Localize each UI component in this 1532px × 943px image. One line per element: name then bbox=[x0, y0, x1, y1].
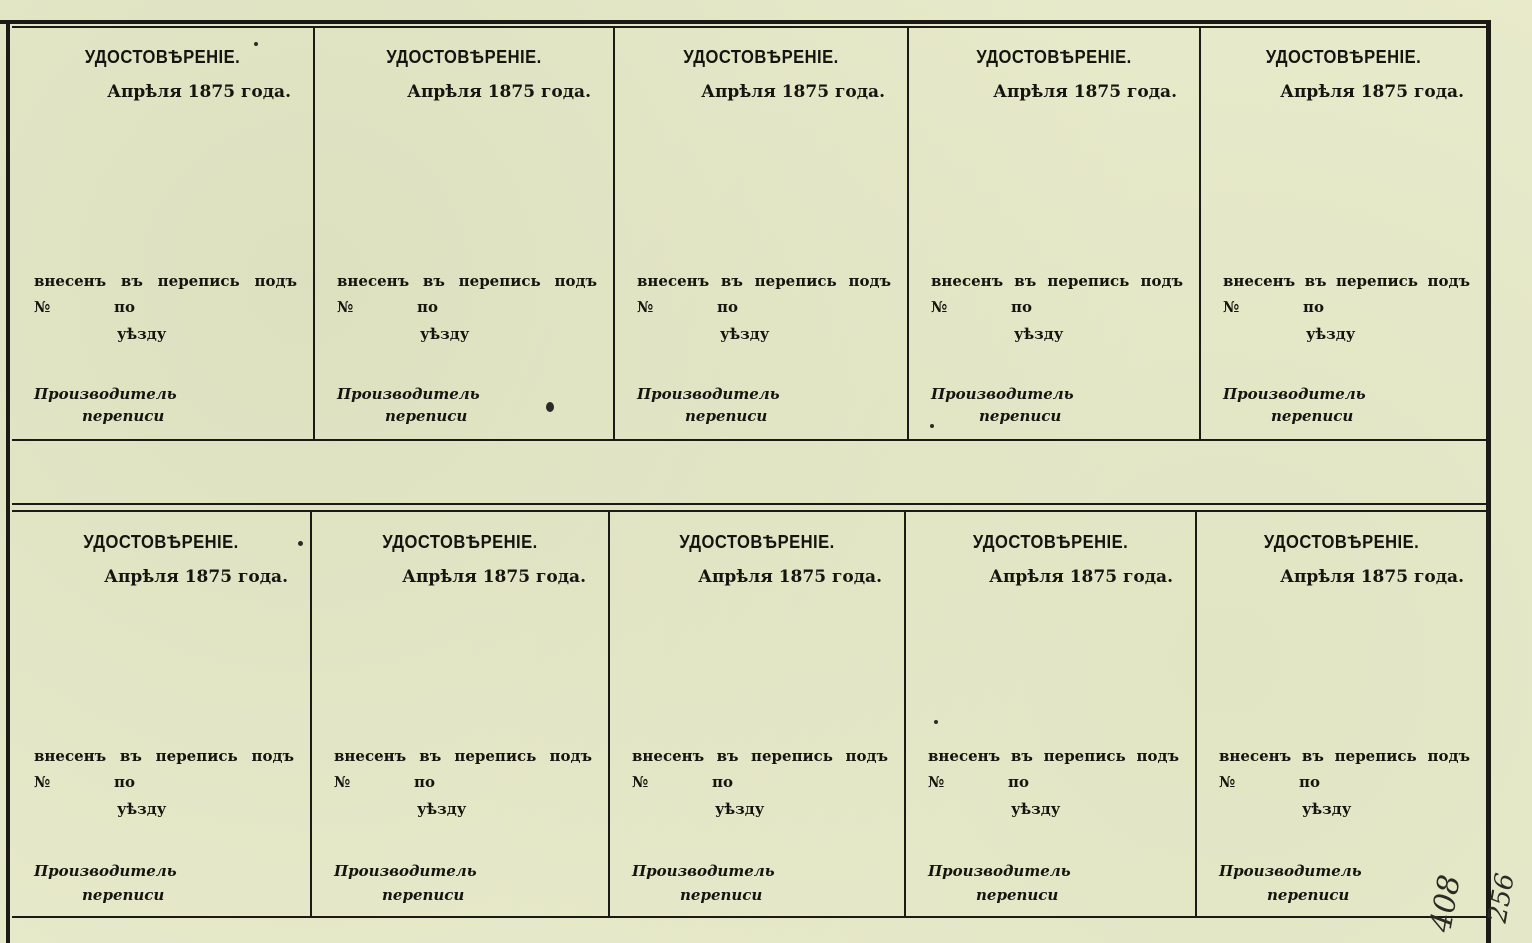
entered-line bbox=[34, 747, 294, 765]
producer-label: Производитель bbox=[928, 862, 1071, 880]
entered-line bbox=[632, 747, 888, 765]
po-label: по bbox=[1303, 298, 1324, 316]
entered-word: подъ bbox=[845, 747, 888, 765]
entered-word: въ bbox=[422, 272, 445, 290]
certificate-date: Апрѣля 1875 года. bbox=[104, 567, 288, 587]
entered-line bbox=[337, 272, 597, 290]
certificate-card bbox=[909, 27, 1201, 439]
census-label: переписи bbox=[385, 407, 468, 425]
po-label: по bbox=[717, 298, 738, 316]
entered-word: подъ bbox=[549, 747, 592, 765]
entered-word: въ bbox=[716, 747, 739, 765]
producer-label: Производитель bbox=[334, 862, 477, 880]
po-label: по bbox=[1299, 773, 1320, 791]
entered-word: внесенъ bbox=[632, 747, 705, 765]
entered-word: въ bbox=[1301, 747, 1324, 765]
number-label: № bbox=[34, 298, 51, 316]
census-label: переписи bbox=[979, 407, 1062, 425]
certificate-title: УДОСТОВѢРЕНІЕ. bbox=[972, 532, 1129, 552]
certificate-card bbox=[906, 512, 1197, 916]
entered-word: въ bbox=[1010, 747, 1033, 765]
number-label: № bbox=[1219, 773, 1236, 791]
producer-label: Производитель bbox=[1219, 862, 1362, 880]
entered-word: внесенъ bbox=[34, 747, 107, 765]
certificate-title: УДОСТОВѢРЕНІЕ. bbox=[386, 47, 542, 67]
certificate-row-top bbox=[12, 27, 1486, 439]
county-label: уѣзду bbox=[1011, 800, 1061, 818]
entered-word: подъ bbox=[1427, 747, 1470, 765]
producer-label: Производитель bbox=[931, 385, 1074, 403]
producer-label: Производитель bbox=[337, 385, 480, 403]
certificate-date: Апрѣля 1875 года. bbox=[701, 82, 885, 102]
certificate-title: УДОСТОВѢРЕНІЕ. bbox=[976, 47, 1132, 67]
entered-word: подъ bbox=[254, 272, 297, 290]
certificate-card bbox=[610, 512, 906, 916]
entered-word: перепись bbox=[155, 747, 238, 765]
number-label: № bbox=[931, 298, 948, 316]
certificate-title: УДОСТОВѢРЕНІЕ. bbox=[83, 532, 239, 552]
certificate-title: УДОСТОВѢРЕНІЕ. bbox=[679, 532, 835, 552]
county-label: уѣзду bbox=[720, 325, 770, 343]
census-label: переписи bbox=[382, 886, 465, 904]
producer-label: Производитель bbox=[1223, 385, 1366, 403]
entered-word: въ bbox=[1304, 272, 1327, 290]
separator-line-upper bbox=[12, 439, 1486, 441]
number-label: № bbox=[334, 773, 351, 791]
number-line bbox=[1223, 298, 1324, 316]
certificate-card bbox=[315, 27, 615, 439]
county-label: уѣзду bbox=[417, 800, 467, 818]
entered-word: внесенъ bbox=[928, 747, 1001, 765]
entered-word: перепись bbox=[1043, 747, 1126, 765]
number-label: № bbox=[34, 773, 51, 791]
certificate-card bbox=[615, 27, 909, 439]
right-border bbox=[1486, 20, 1491, 943]
county-label: уѣзду bbox=[117, 325, 167, 343]
certificate-date: Апрѣля 1875 года. bbox=[1280, 567, 1464, 587]
entered-word: внесенъ bbox=[1223, 272, 1296, 290]
census-label: переписи bbox=[685, 407, 768, 425]
certificate-date: Апрѣля 1875 года. bbox=[993, 82, 1177, 102]
number-label: № bbox=[1223, 298, 1240, 316]
census-label: переписи bbox=[1271, 407, 1354, 425]
entered-word: перепись bbox=[751, 747, 833, 765]
certificate-date: Апрѣля 1875 года. bbox=[107, 82, 291, 102]
entered-word: перепись bbox=[1047, 272, 1130, 290]
bottom-border bbox=[12, 916, 1486, 918]
po-label: по bbox=[1011, 298, 1032, 316]
ink-speck bbox=[254, 42, 258, 46]
entered-word: подъ bbox=[1140, 272, 1183, 290]
entered-line bbox=[34, 272, 297, 290]
producer-label: Производитель bbox=[632, 862, 775, 880]
certificate-title: УДОСТОВѢРЕНІЕ. bbox=[683, 47, 839, 67]
entered-word: въ bbox=[1014, 272, 1037, 290]
certificate-date: Апрѣля 1875 года. bbox=[989, 567, 1173, 587]
entered-word: перепись bbox=[458, 272, 541, 290]
entered-word: перепись bbox=[454, 747, 537, 765]
number-line bbox=[334, 773, 435, 791]
entered-line bbox=[1223, 272, 1470, 290]
ink-speck bbox=[298, 541, 303, 546]
number-line bbox=[931, 298, 1032, 316]
entered-word: внесенъ bbox=[637, 272, 710, 290]
certificate-title: УДОСТОВѢРЕНІЕ. bbox=[1263, 532, 1420, 552]
number-label: № bbox=[337, 298, 354, 316]
county-label: уѣзду bbox=[117, 800, 167, 818]
certificate-row-bottom bbox=[12, 512, 1486, 916]
number-line bbox=[632, 773, 733, 791]
certificate-card bbox=[12, 27, 315, 439]
number-line bbox=[1219, 773, 1320, 791]
entered-word: внесенъ bbox=[334, 747, 407, 765]
entered-word: подъ bbox=[251, 747, 294, 765]
entered-word: перепись bbox=[1336, 272, 1418, 290]
number-label: № bbox=[637, 298, 654, 316]
entered-word: въ bbox=[419, 747, 442, 765]
entered-word: внесенъ bbox=[337, 272, 410, 290]
county-label: уѣзду bbox=[420, 325, 470, 343]
census-label: переписи bbox=[82, 886, 165, 904]
entered-word: подъ bbox=[848, 272, 891, 290]
number-label: № bbox=[632, 773, 649, 791]
entered-word: перепись bbox=[1334, 747, 1417, 765]
separator-line-lower bbox=[12, 503, 1486, 505]
producer-label: Производитель bbox=[34, 385, 177, 403]
certificate-title: УДОСТОВѢРЕНІЕ. bbox=[382, 532, 538, 552]
certificate-date: Апрѣля 1875 года. bbox=[698, 567, 882, 587]
entered-word: внесенъ bbox=[34, 272, 107, 290]
handwritten-sheet-number: 256 bbox=[1483, 870, 1522, 926]
census-label: переписи bbox=[680, 886, 763, 904]
po-label: по bbox=[1008, 773, 1029, 791]
county-label: уѣзду bbox=[715, 800, 765, 818]
certificate-title: УДОСТОВѢРЕНІЕ. bbox=[84, 47, 241, 67]
county-label: уѣзду bbox=[1302, 800, 1352, 818]
po-label: по bbox=[414, 773, 435, 791]
entered-word: перепись bbox=[754, 272, 837, 290]
entered-line bbox=[928, 747, 1179, 765]
po-label: по bbox=[712, 773, 733, 791]
number-line bbox=[34, 298, 135, 316]
top-border bbox=[0, 20, 1490, 24]
ink-speck bbox=[930, 424, 934, 428]
ink-speck bbox=[546, 402, 554, 412]
producer-label: Производитель bbox=[34, 862, 177, 880]
handwritten-folio-number: 408 bbox=[1423, 872, 1468, 935]
entered-word: подъ bbox=[554, 272, 597, 290]
entered-word: внесенъ bbox=[1219, 747, 1292, 765]
census-label: переписи bbox=[1267, 886, 1350, 904]
number-line bbox=[34, 773, 135, 791]
census-label: переписи bbox=[82, 407, 165, 425]
entered-word: въ bbox=[720, 272, 743, 290]
number-label: № bbox=[928, 773, 945, 791]
producer-label: Производитель bbox=[637, 385, 780, 403]
census-label: переписи bbox=[976, 886, 1059, 904]
entered-line bbox=[1219, 747, 1470, 765]
entered-word: подъ bbox=[1427, 272, 1470, 290]
entered-word: въ bbox=[120, 272, 143, 290]
po-label: по bbox=[417, 298, 438, 316]
certificate-card bbox=[1197, 512, 1486, 916]
number-line bbox=[928, 773, 1029, 791]
entered-word: внесенъ bbox=[931, 272, 1004, 290]
certificate-title: УДОСТОВѢРЕНІЕ. bbox=[1265, 47, 1422, 67]
number-line bbox=[337, 298, 438, 316]
certificate-card bbox=[1201, 27, 1486, 439]
county-label: уѣзду bbox=[1306, 325, 1356, 343]
ink-speck bbox=[934, 720, 938, 724]
certificate-card bbox=[12, 512, 312, 916]
entered-word: подъ bbox=[1136, 747, 1179, 765]
entered-word: перепись bbox=[157, 272, 240, 290]
county-label: уѣзду bbox=[1014, 325, 1064, 343]
po-label: по bbox=[114, 298, 135, 316]
left-border bbox=[6, 20, 10, 943]
certificate-date: Апрѣля 1875 года. bbox=[1280, 82, 1464, 102]
certificate-date: Апрѣля 1875 года. bbox=[407, 82, 591, 102]
entered-line bbox=[637, 272, 891, 290]
po-label: по bbox=[114, 773, 135, 791]
certificate-card bbox=[312, 512, 610, 916]
certificate-date: Апрѣля 1875 года. bbox=[402, 567, 586, 587]
entered-line bbox=[931, 272, 1183, 290]
number-line bbox=[637, 298, 738, 316]
entered-line bbox=[334, 747, 592, 765]
entered-word: въ bbox=[119, 747, 142, 765]
